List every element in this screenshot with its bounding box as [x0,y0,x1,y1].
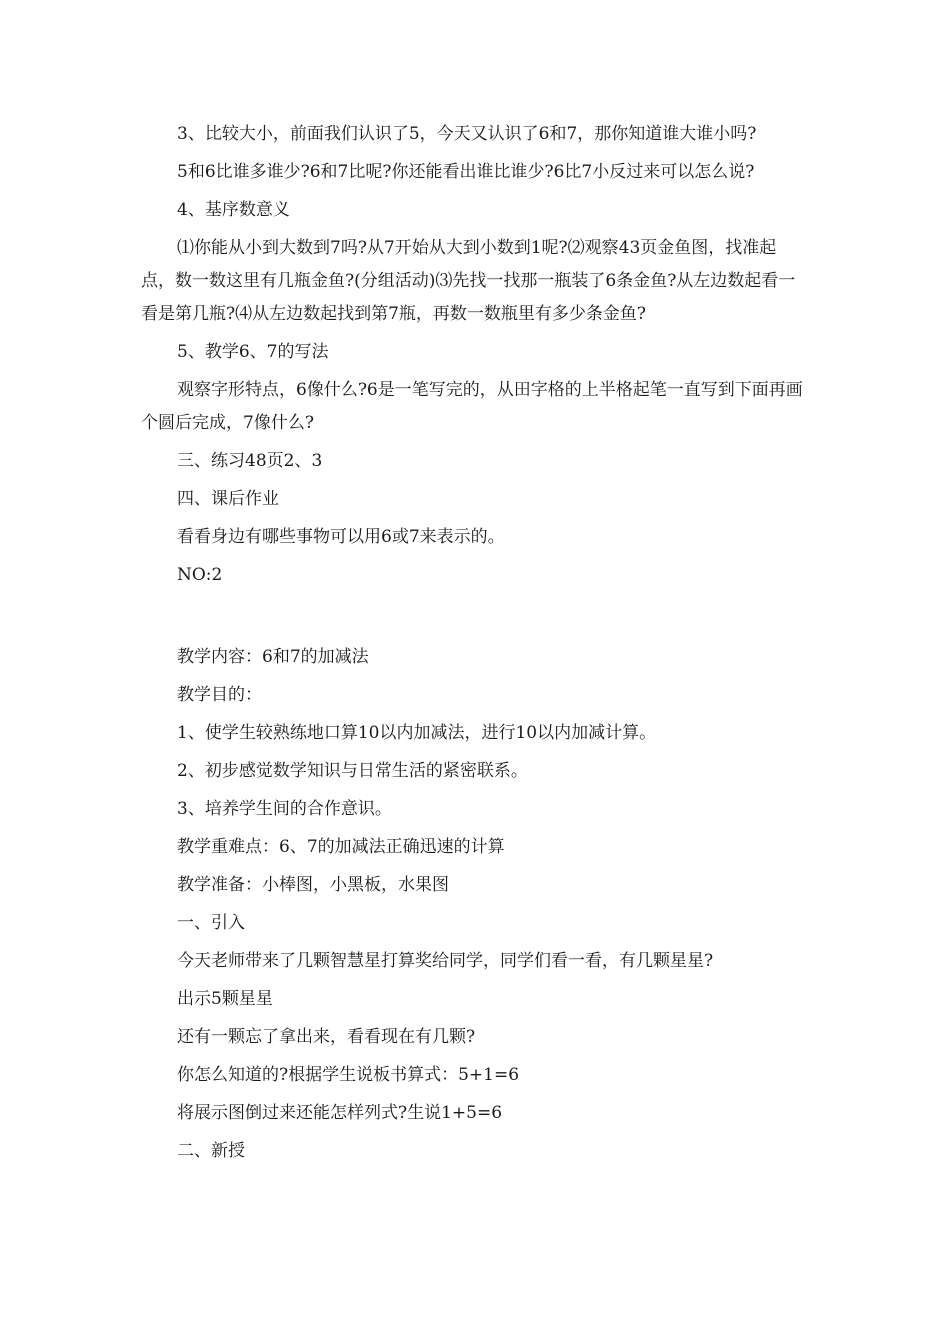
heading-new-lesson: 二、新授 [177,1141,245,1161]
goal-item-3: 3、培养学生间的合作意识。 [177,799,392,819]
section-gap [141,597,806,641]
paragraph-equation-1: 你怎么知道的?根据学生说板书算式：5+1=6 [177,1065,520,1085]
document-page [141,118,806,1173]
heading-practice: 三、练习48页2、3 [177,451,323,471]
paragraph-glyph-shape: 观察字形特点，6像什么?6是一笔写完的，从田字格的上半格起笔一直写到下面再画个圆后完成，7像什么? [141,380,803,433]
heading-ordinal-meaning: 4、基序数意义 [177,200,290,220]
heading-homework: 四、课后作业 [177,489,279,509]
goal-item-1: 1、使学生较熟练地口算10以内加减法，进行10以内加减计算。 [177,723,657,743]
paragraph-homework-task: 看看身边有哪些事物可以用6或7来表示的。 [177,527,505,547]
lesson-number: NO:2 [177,565,223,585]
paragraph-goldfish-activity: ⑴你能从小到大数到7吗?从7开始从大到小数到1呢?⑵观察43页金鱼图，找准起点，数一数这里有几瓶金鱼?(分组活动)⑶先找一找那一瓶装了6条金鱼?从左边数起看一看是第几瓶?⑷从左边数起找到第7瓶，再数一数瓶里有多少条金鱼? [141,238,796,324]
lesson-key-points: 教学重难点：6、7的加减法正确迅速的计算 [177,837,505,857]
paragraph-compare-size: 3、比较大小，前面我们认识了5，今天又认识了6和7，那你知道谁大谁小吗? [177,124,757,144]
paragraph-equation-2: 将展示图倒过来还能怎样列式?生说1+5=6 [177,1103,503,1123]
lesson-goals-heading: 教学目的： [177,685,262,705]
heading-introduction: 一、引入 [177,913,245,933]
paragraph-show-stars: 出示5颗星星 [177,989,273,1009]
lesson-content: 教学内容：6和7的加减法 [177,647,369,667]
paragraph-one-more-star: 还有一颗忘了拿出来，看看现在有几颗? [177,1027,476,1047]
paragraph-stars-question: 今天老师带来了几颗智慧星打算奖给同学，同学们看一看，有几颗星星? [177,951,714,971]
lesson-preparation: 教学准备：小棒图，小黑板，水果图 [177,875,449,895]
paragraph-more-less: 5和6比谁多谁少?6和7比呢?你还能看出谁比谁少?6比7小反过来可以怎么说? [177,162,755,182]
goal-item-2: 2、初步感觉数学知识与日常生活的紧密联系。 [177,761,528,781]
heading-writing-method: 5、教学6、7的写法 [177,342,329,362]
